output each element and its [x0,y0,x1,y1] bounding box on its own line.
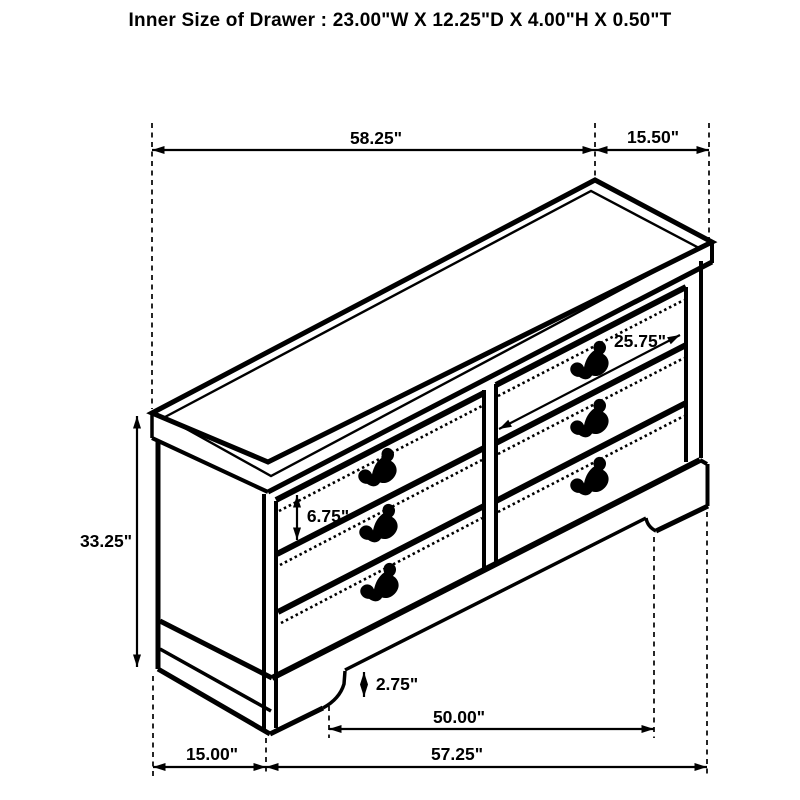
dim-top-depth [595,127,709,150]
front-left-foot-bracket [323,671,345,708]
dimension-label: 25.75" [613,331,667,351]
front-right-foot-bracket [646,518,656,531]
dimension-label: 6.75" [306,506,350,526]
dimension-label: 58.25" [349,128,403,148]
dimension-label: 50.00" [432,707,486,727]
front-right-foot [656,506,708,531]
dim-overall-height [80,416,137,667]
diagram-title: Inner Size of Drawer : 23.00"W X 12.25"D X 4.00"H X 0.50"T [128,10,672,31]
dimension-label: 15.50" [626,127,680,147]
dim-base-width [266,744,707,767]
dimension-label: 15.00" [185,744,239,764]
left-base-top-edge [160,621,272,678]
base-right-return [700,460,707,464]
dresser-drawing [152,180,712,734]
drawer-handle [352,446,405,494]
dim-foot-height [364,672,418,697]
dim-feet-span [329,707,654,729]
dimension-label: 33.25" [79,531,133,551]
dim-top-width [152,128,595,150]
dimension-label: 57.25" [430,744,484,764]
dim-base-depth [153,744,266,767]
dimension-label: 2.75" [375,674,419,694]
